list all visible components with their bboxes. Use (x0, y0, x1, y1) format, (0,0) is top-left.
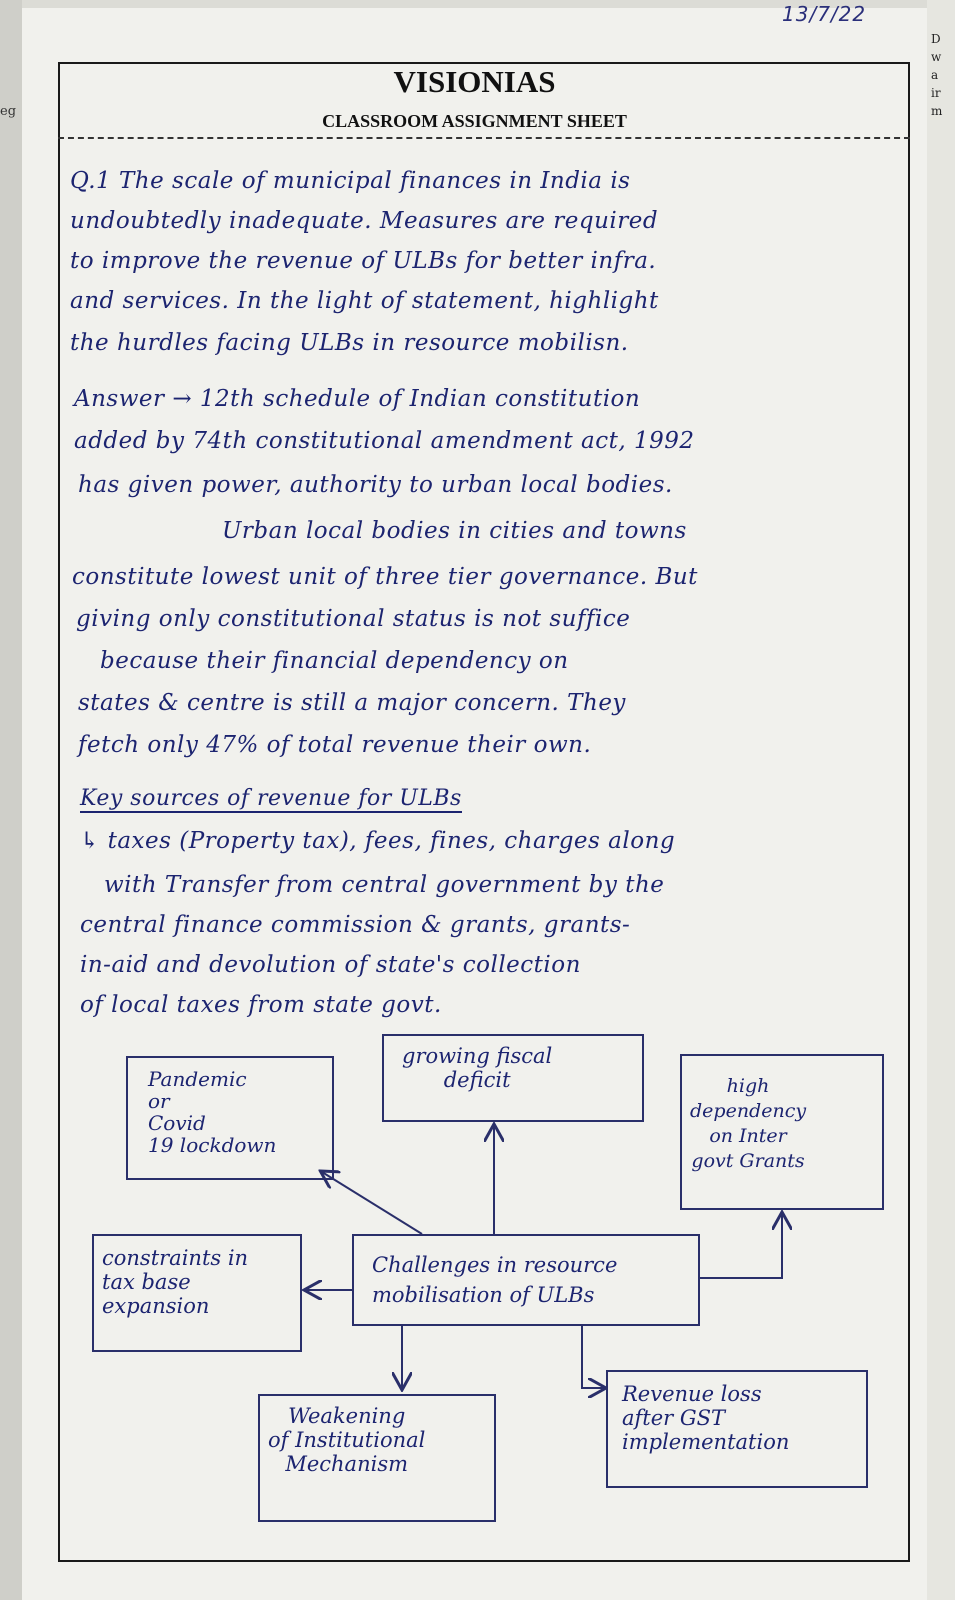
question-line: the hurdles facing ULBs in resource mobilisn. (70, 330, 629, 356)
question-line: and services. In the light of statement, highlight (70, 288, 659, 314)
gst-text: Revenue loss after GST implementation (622, 1382, 790, 1454)
answer-line: constitute lowest unit of three tier governance. But (72, 564, 698, 590)
answer-line: Answer → 12th schedule of Indian constitution (74, 386, 641, 412)
arrow-to-gst (582, 1326, 604, 1388)
question-line: to improve the revenue of ULBs for better infra. (70, 248, 657, 274)
key-sources-line: in-aid and devolution of state's collection (80, 952, 581, 978)
date-stamp: 13/7/22 (782, 2, 867, 26)
left-edge-text: eg (0, 104, 17, 119)
right-edge-letter: ir (931, 86, 941, 100)
dependency-text: high dependency on Inter govt Grants (690, 1075, 807, 1172)
right-edge-letter: a (931, 68, 939, 82)
institutional-text: Weakening of Institutional Mechanism (268, 1404, 426, 1476)
question-line: Q.1 The scale of municipal finances in India is (70, 168, 631, 194)
central-challenge-text: Challenges in resource mobilisation of ULBs (372, 1253, 618, 1307)
brand-title: VISIONIAS (393, 64, 556, 99)
answer-line: Urban local bodies in cities and towns (222, 518, 687, 544)
arrow-to-pandemic (322, 1172, 422, 1234)
key-sources-line: ↳ taxes (Property tax), fees, fines, charges along (80, 828, 676, 854)
assignment-sheet (22, 2, 927, 1600)
arrow-to-dependency (700, 1214, 782, 1278)
pandemic-text: Pandemic or Covid 19 lockdown (148, 1067, 277, 1157)
sheet-subtitle: CLASSROOM ASSIGNMENT SHEET (322, 111, 627, 131)
question-line: undoubtedly inadequate. Measures are required (70, 208, 659, 234)
key-sources-line: of local taxes from state govt. (80, 992, 442, 1018)
key-sources-line: with Transfer from central government by the (104, 872, 665, 898)
right-edge-letter: D (931, 32, 941, 46)
answer-line: added by 74th constitutional amendment act, 1992 (74, 428, 695, 454)
fiscal-deficit-text: growing fiscal deficit (402, 1044, 553, 1092)
right-edge-letter: m (931, 104, 943, 118)
background-left-strip (0, 0, 22, 1600)
answer-line: because their financial dependency on (100, 648, 569, 674)
key-sources-line: central finance commission & grants, grants- (80, 912, 631, 938)
right-edge-letter: w (931, 50, 942, 64)
answer-line: fetch only 47% of total revenue their own. (78, 732, 592, 758)
tax-base-text: constraints in tax base expansion (102, 1246, 249, 1318)
answer-line: has given power, authority to urban local bodies. (78, 472, 673, 498)
diagram-connectors (22, 8, 927, 1600)
answer-line: giving only constitutional status is not suffice (76, 606, 631, 632)
key-sources-heading: Key sources of revenue for ULBs (80, 786, 462, 811)
answer-line: states & centre is still a major concern. They (78, 690, 626, 716)
background-right-strip (927, 0, 955, 1600)
